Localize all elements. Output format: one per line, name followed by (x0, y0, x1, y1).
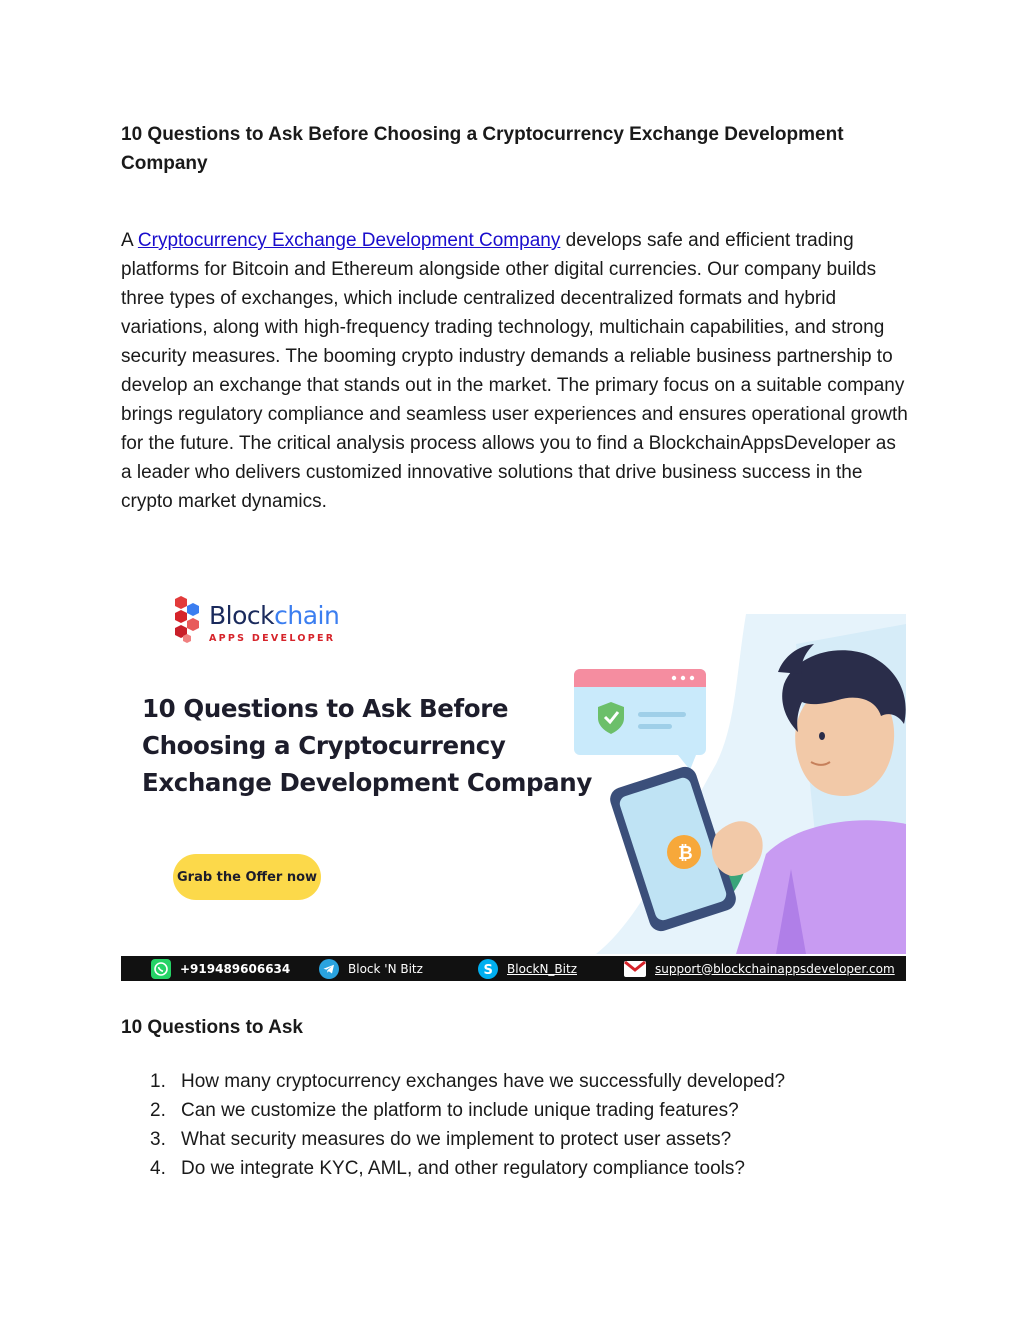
questions-heading: 10 Questions to Ask (121, 1017, 303, 1038)
whatsapp-contact[interactable]: +919489606634 (151, 956, 290, 981)
skype-icon (478, 959, 498, 979)
telegram-contact[interactable]: Block 'N Bitz (319, 956, 423, 981)
list-item: 4. Do we integrate KYC, AML, and other regulatory compliance tools? (150, 1158, 745, 1179)
list-item: 3. What security measures do we implement to protect user assets? (150, 1129, 732, 1150)
person-with-phone-illustration (566, 614, 906, 954)
mail-icon (624, 961, 646, 977)
blockchain-logo (171, 594, 341, 650)
logo-subtitle: APPS DEVELOPER (209, 633, 336, 644)
list-item: 1. How many cryptocurrency exchanges have we successfully developed? (150, 1071, 786, 1092)
promo-banner (121, 584, 906, 981)
intro-body: develops safe and efficient trading platforms for Bitcoin and Ethereum alongside other digital currencies. Our company builds three types of exchanges, which include centralized decentralized formats and hybrid variations, along with high-frequency trading technology, multichain capabilities, and strong security measures. The booming crypto industry demands a reliable business partnership to develop an exchange that stands out in the market. The primary focus on a suitable company brings regulatory compliance and seamless user experiences and ensures operational growth for the future. The critical analysis process allows you to find a BlockchainAppsDeveloper as a leader who delivers customized innovative solutions that drive business success in the crypto market dynamics. (121, 230, 908, 512)
email-contact[interactable]: support@blockchainappsdeveloper.com (624, 956, 895, 981)
cube-logo-icon (171, 594, 207, 650)
intro-prefix: A (121, 230, 138, 251)
telegram-icon (319, 959, 339, 979)
intro-paragraph (121, 226, 911, 516)
list-item: 2. Can we customize the platform to include unique trading features? (150, 1100, 739, 1121)
document-title: 10 Questions to Ask Before Choosing a Cryptocurrency Exchange Development Company (121, 124, 844, 174)
svg-text:S: S (483, 962, 493, 978)
grab-offer-button[interactable]: Grab the Offer now (173, 854, 321, 900)
banner-heading: 10 Questions to Ask Before Choosing a Cryptocurrency Exchange Development Company (142, 694, 592, 797)
svg-text:₿: ₿ (678, 843, 693, 864)
questions-list (121, 1067, 901, 1183)
contact-bar (121, 956, 906, 981)
logo-wordmark: Blockchain (209, 601, 340, 630)
skype-contact[interactable]: S BlockN_Bitz (478, 956, 577, 981)
whatsapp-icon (151, 959, 171, 979)
exchange-company-link[interactable]: Cryptocurrency Exchange Development Company (137, 230, 561, 251)
browser-card-icon (574, 669, 706, 770)
